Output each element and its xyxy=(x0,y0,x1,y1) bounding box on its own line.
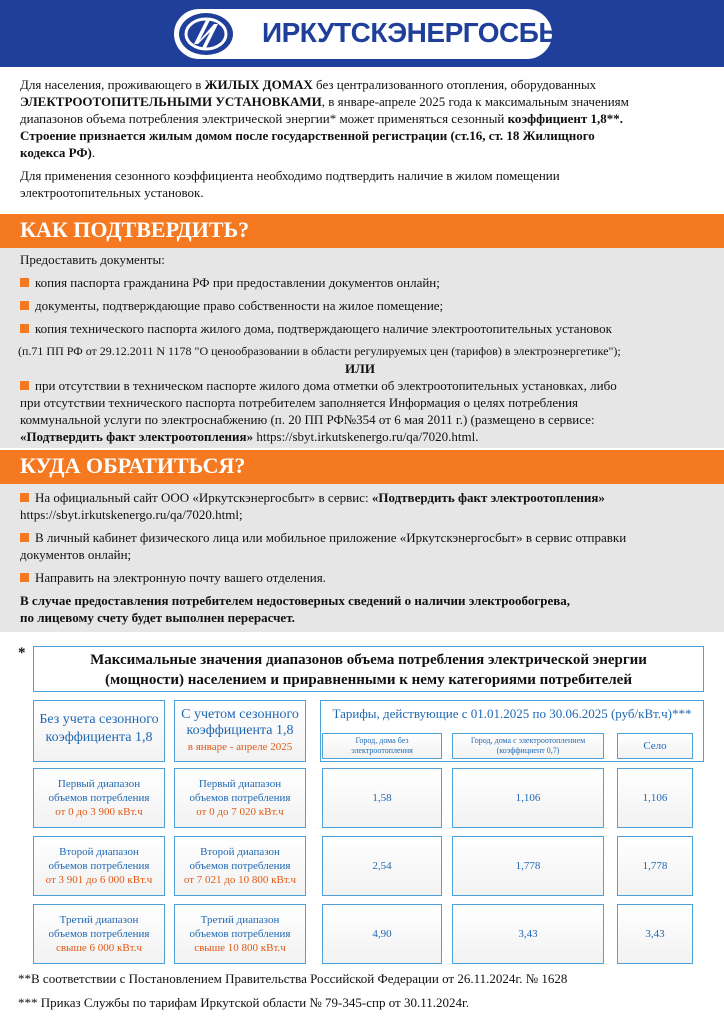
text-fragment: кодекса РФ) xyxy=(20,145,92,160)
service-name: «Подтвердить факт электроотопления» xyxy=(371,490,605,505)
service-name: «Подтвердить факт электроотопления» xyxy=(20,429,254,444)
subheader-line: электроотопления xyxy=(351,746,413,755)
range-line: Третий диапазон xyxy=(200,914,280,926)
bullet-icon xyxy=(20,278,29,287)
warning-text: В случае предоставления потребителем недостоверных сведений о наличии электрообогрева, xyxy=(20,593,571,608)
bullet-icon xyxy=(20,324,29,333)
service-link[interactable]: https://sbyt.irkutskenergo.ru/qa/7020.html. xyxy=(253,429,479,444)
bullet-icon xyxy=(20,573,29,582)
text-fragment: диапазонов объема потребления электрической энергии* может применяться сезонный xyxy=(20,111,508,126)
range-line: Второй диапазон xyxy=(59,846,139,858)
header-line: С учетом сезонного xyxy=(181,707,299,722)
bullet-icon xyxy=(20,533,29,542)
text-fragment: Для населения, проживающего в xyxy=(20,77,205,92)
footnote-marker: * xyxy=(18,645,26,661)
range-line: Второй диапазон xyxy=(200,846,280,858)
range-line: объемов потребления xyxy=(48,928,150,940)
range-value: свыше 10 800 кВт.ч xyxy=(194,942,286,954)
service-link[interactable]: https://sbyt.irkutskenergo.ru/qa/7020.html; xyxy=(20,507,243,522)
legal-reference: (п.71 ПП РФ от 29.12.2011 N 1178 "О ценообразовании в области регулируемых цен (тарифов) в электроэнергетике"); xyxy=(18,344,621,358)
list-item-text: документов онлайн; xyxy=(20,547,132,562)
list-item-text: копия технического паспорта жилого дома, подтверждающего наличие электроотопительных установок xyxy=(35,321,612,336)
list-item-text: при отсутствии технического паспорта потребителем заполняется Информация о целях потребления xyxy=(20,395,579,410)
tariff-value: 3,43 xyxy=(617,904,693,964)
logo xyxy=(174,9,582,59)
list-item-text: Направить на электронную почту вашего отделения. xyxy=(35,570,326,585)
column-header-with-coef xyxy=(174,700,306,762)
range-value: от 0 до 3 900 кВт.ч xyxy=(55,806,143,818)
range-line: объемов потребления xyxy=(189,792,291,804)
range-value: свыше 6 000 кВт.ч xyxy=(55,942,142,954)
tariff-value: 1,106 xyxy=(452,768,604,828)
tariff-value: 1,778 xyxy=(452,836,604,896)
range-cell xyxy=(174,904,306,964)
subheader-line: (коэффициент 0,7) xyxy=(496,746,560,755)
range-line: Третий диапазон xyxy=(59,914,139,926)
range-value: от 0 до 7 020 кВт.ч xyxy=(196,806,284,818)
range-line: Первый диапазон xyxy=(57,778,141,790)
range-value: от 7 021 до 10 800 кВт.ч xyxy=(183,874,297,886)
section-band-contact xyxy=(0,450,724,484)
text-fragment: коэффициент 1,8**. xyxy=(507,111,623,126)
header-banner xyxy=(0,0,724,67)
section-contact-content xyxy=(20,489,720,626)
tariff-value: 1,778 xyxy=(617,836,693,896)
range-cell xyxy=(33,836,165,896)
list-item xyxy=(20,377,720,445)
tariff-header: Тарифы, действующие с 01.01.2025 по 30.06.2025 (руб/кВт.ч)*** xyxy=(332,706,692,721)
table-title-line: (мощности) населением и приравненными к нему категориями потребителей xyxy=(105,672,632,688)
list-item xyxy=(20,569,720,586)
footnote-decree: **В соответствии с Постановлением Правительства Российской Федерации от 26.11.2024г. № 1628 xyxy=(18,971,568,986)
company-logo-icon xyxy=(176,10,236,58)
tariff-value: 4,90 xyxy=(322,904,442,964)
text-fragment: . xyxy=(91,145,96,160)
header-period: в январе - апреле 2025 xyxy=(187,741,293,753)
header-line: коэффициента 1,8 xyxy=(45,730,153,745)
text-fragment: электроотопительных установок. xyxy=(20,185,204,200)
section-confirm-content xyxy=(20,251,720,445)
bullet-icon xyxy=(20,493,29,502)
range-cell xyxy=(33,768,165,828)
text-fragment: , в январе-апреле 2025 года к максимальным значениям xyxy=(321,94,629,109)
list-item xyxy=(20,489,720,523)
list-item xyxy=(20,320,720,337)
intro-paragraph-2 xyxy=(20,167,710,201)
text-fragment: ЭЛЕКТРООТОПИТЕЛЬНЫМИ УСТАНОВКАМИ xyxy=(20,94,322,109)
list-item-text: коммунальной услуги по электроснабжению (п. 20 ПП РФ№354 от 6 мая 2011 г.) (размещено в сервисе: xyxy=(20,412,595,427)
range-cell xyxy=(174,836,306,896)
header-line: коэффициента 1,8 xyxy=(186,723,294,738)
range-line: объемов потребления xyxy=(189,928,291,940)
range-line: объемов потребления xyxy=(48,792,150,804)
tariff-value: 1,58 xyxy=(322,768,442,828)
text-fragment: без централизованного отопления, оборудованных xyxy=(312,77,597,92)
range-cell xyxy=(174,768,306,828)
subheader-line: Город, дома с электроотоплением xyxy=(470,736,586,745)
range-line: Первый диапазон xyxy=(198,778,282,790)
intro-paragraph-1 xyxy=(20,76,710,161)
range-cell xyxy=(33,904,165,964)
section-title-confirm: КАК ПОДТВЕРДИТЬ? xyxy=(20,217,250,242)
list-item xyxy=(20,297,720,314)
list-item-text: В личный кабинет физического лица или мобильное приложение «Иркутскэнергосбыт» в сервис отправки xyxy=(35,530,627,545)
section-band-confirm xyxy=(0,214,724,248)
list-item-text: копия паспорта гражданина РФ при предоставлении документов онлайн; xyxy=(35,275,440,290)
list-item xyxy=(20,274,720,291)
section-title-contact: КУДА ОБРАТИТЬСЯ? xyxy=(20,453,246,478)
bullet-icon xyxy=(20,301,29,310)
subheader-city-no-heating xyxy=(322,733,442,759)
range-value: от 3 901 до 6 000 кВт.ч xyxy=(45,874,153,886)
column-header-without-coef xyxy=(33,700,165,762)
table-title xyxy=(33,646,704,692)
table-title-line: Максимальные значения диапазонов объема потребления электрической энергии xyxy=(90,652,647,668)
subheader-city-with-heating xyxy=(452,733,604,759)
tariff-value: 1,106 xyxy=(617,768,693,828)
bullet-icon xyxy=(20,381,29,390)
subheader-line: Город, дома без xyxy=(355,736,409,745)
text-fragment: Для применения сезонного коэффициента необходимо подтвердить наличие в жилом помещении xyxy=(20,168,560,183)
list-item xyxy=(20,529,720,563)
list-item-text: На официальный сайт ООО «Иркутскэнергосбыт» в сервис: xyxy=(35,490,372,505)
tariff-value: 2,54 xyxy=(322,836,442,896)
intro-text xyxy=(20,76,710,207)
warning-text: по лицевому счету будет выполнен перерасчет. xyxy=(20,610,295,625)
confirm-lead: Предоставить документы: xyxy=(20,252,165,267)
tariff-value: 3,43 xyxy=(452,904,604,964)
text-fragment: ЖИЛЫХ ДОМАХ xyxy=(204,77,313,92)
list-item-text: документы, подтверждающие право собственности на жилое помещение; xyxy=(35,298,444,313)
header-line: Без учета сезонного xyxy=(39,712,159,727)
logo-text: ИРКУТСКЭНЕРГОСБЫТ xyxy=(262,17,582,48)
list-item-text: при отсутствии в техническом паспорте жилого дома отметки об электроотопительных установках, либо xyxy=(35,378,617,393)
or-separator: ИЛИ xyxy=(345,361,375,376)
range-line: объемов потребления xyxy=(189,860,291,872)
footnote-order: *** Приказ Службы по тарифам Иркутской области № 79-345-спр от 30.11.2024г. xyxy=(18,995,470,1010)
text-fragment: Строение признается жилым домом после государственной регистрации (ст.16, ст. 18 Жилищного xyxy=(20,128,595,143)
subheader-village: Село xyxy=(617,733,693,759)
range-line: объемов потребления xyxy=(48,860,150,872)
